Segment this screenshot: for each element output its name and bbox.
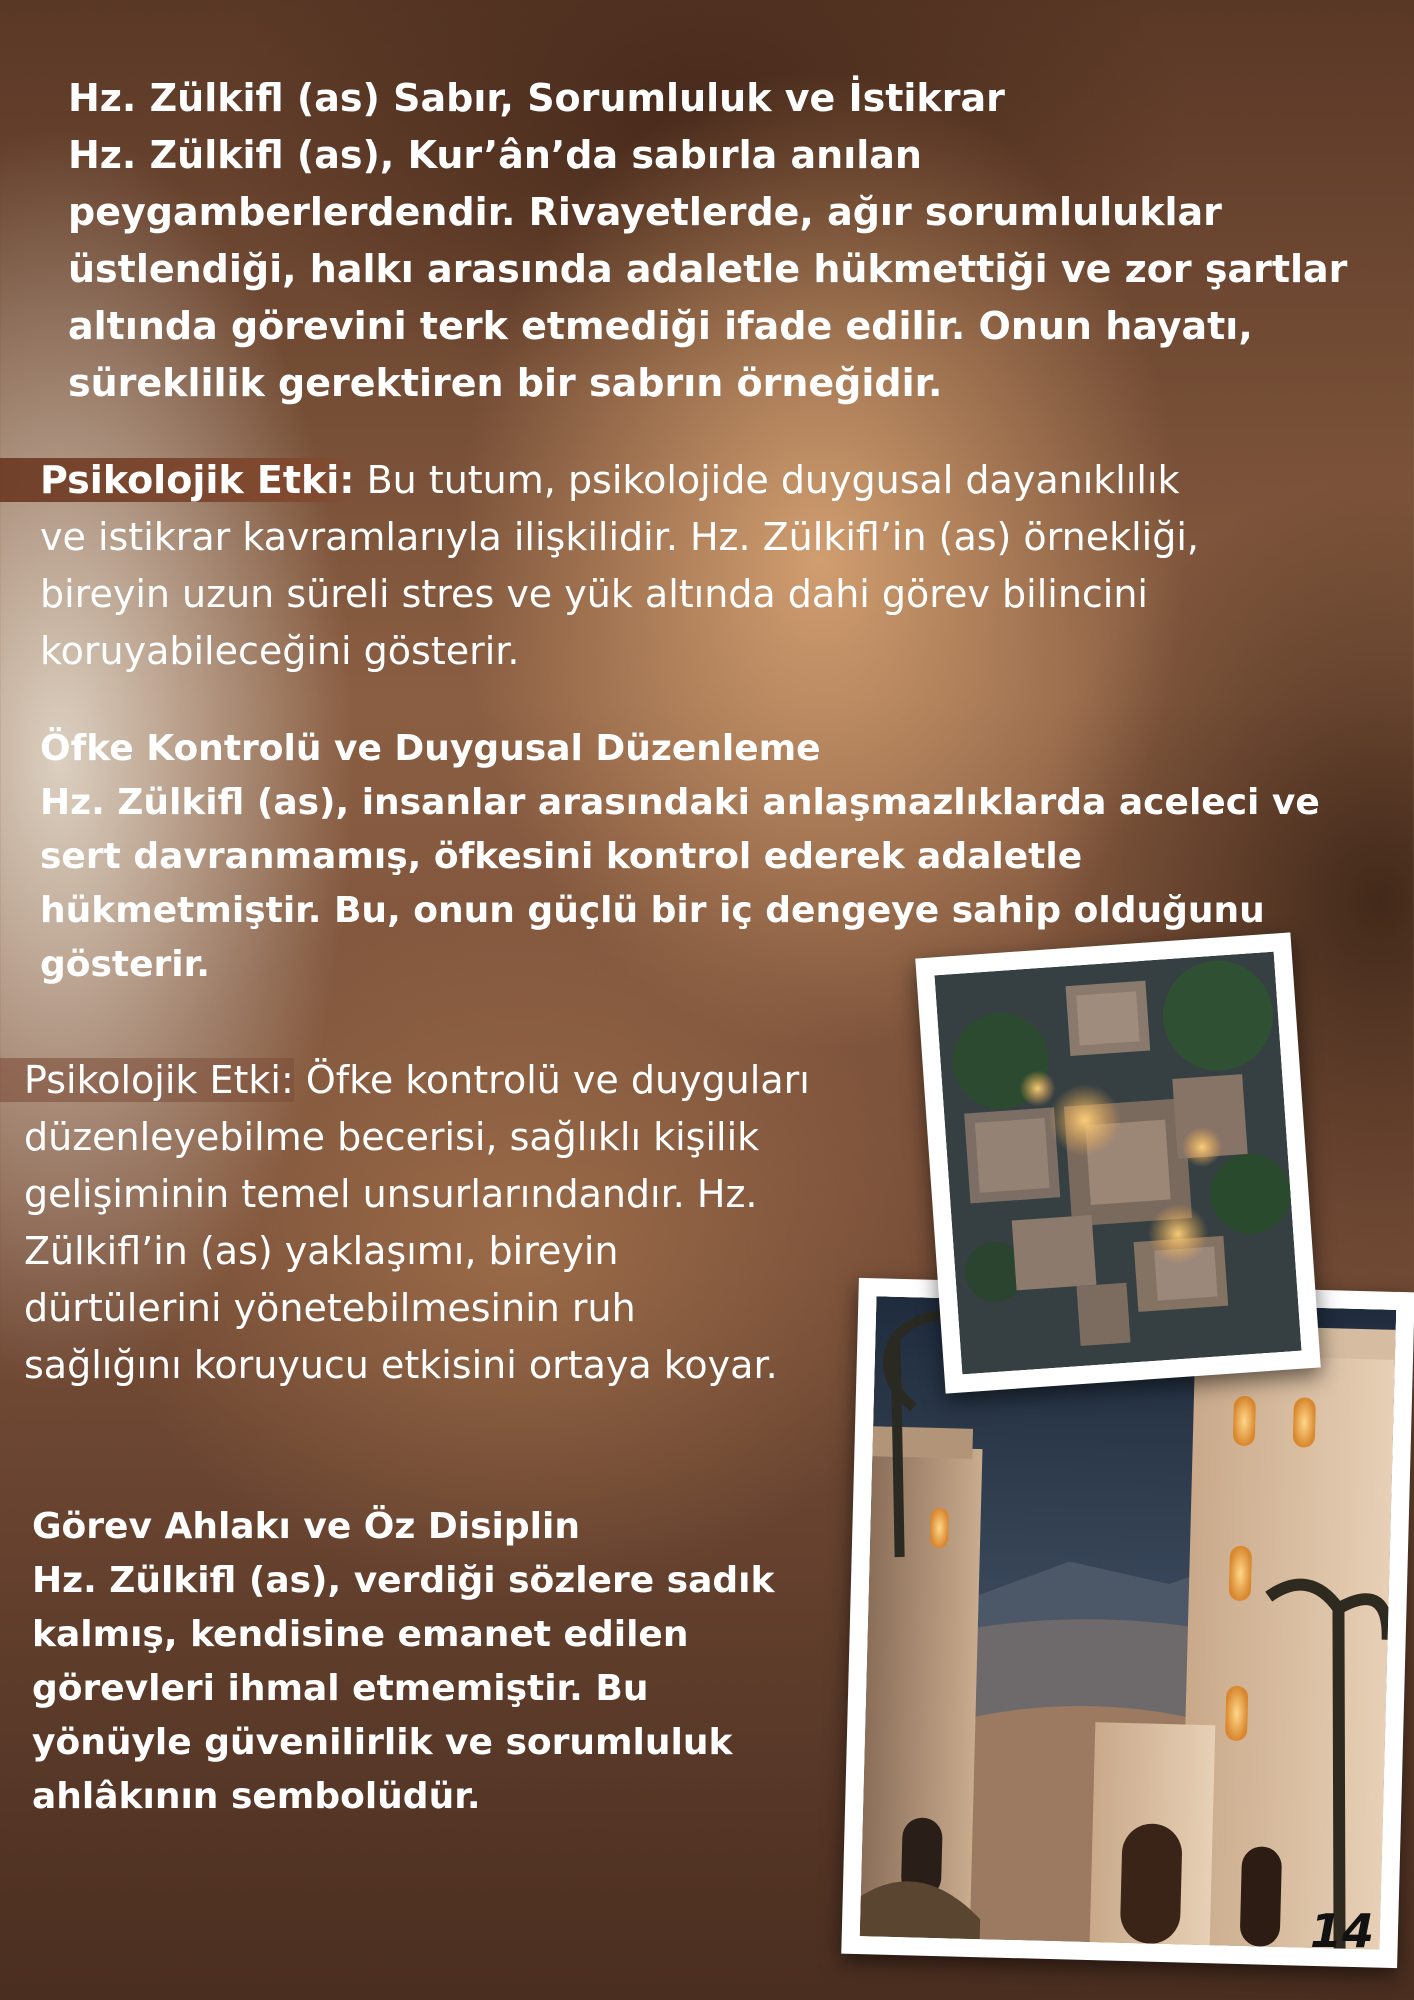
psikolojik-etki-label: Psikolojik Etki: xyxy=(0,458,354,502)
text-line: peygamberlerdendir. Rivayetlerde, ağır sorumluluklar xyxy=(68,190,1222,234)
photo-desert-towers xyxy=(841,1278,1414,1968)
text-line: kalmış, kendisine emanet edilen xyxy=(32,1614,689,1655)
section-gorev-title: Görev Ahlakı ve Öz Disiplin xyxy=(32,1506,580,1547)
page-number: 14 xyxy=(1309,1904,1374,1958)
text-line: koruyabileceğini gösterir. xyxy=(40,629,520,673)
text-line: dürtülerini yönetebilmesinin ruh xyxy=(24,1286,636,1330)
text-line: altında görevini terk etmediği ifade edilir. Onun hayatı, xyxy=(68,304,1253,348)
text-line: üstlendiği, halkı arasında adaletle hükmettiği ve zor şartlar xyxy=(68,247,1348,291)
text-line: hükmetmiştir. Bu, onun güçlü bir iç dengeye sahip olduğunu xyxy=(40,890,1265,931)
text-line: ve istikrar kavramlarıyla ilişkilidir. Hz. Zülkifl’in (as) örnekliği, xyxy=(40,515,1199,559)
text-fragment: Öfke kontrolü ve duyguları xyxy=(293,1058,810,1102)
text-line: Hz. Zülkifl (as), insanlar arasındaki anlaşmazlıklarda aceleci ve xyxy=(40,782,1320,823)
photo-aerial-village xyxy=(915,932,1320,1393)
text-line: gelişiminin temel unsurlarındandır. Hz. xyxy=(24,1172,758,1216)
text-line: Hz. Zülkifl (as), verdiği sözlere sadık xyxy=(32,1560,775,1601)
text-line: düzenleyebilme becerisi, sağlıklı kişilik xyxy=(24,1115,760,1159)
text-line: Hz. Zülkifl (as), Kur’ân’da sabırla anılan xyxy=(68,133,922,177)
text-line: yönüyle güvenilirlik ve sorumluluk xyxy=(32,1722,733,1763)
psikolojik-etki-label: Psikolojik Etki: xyxy=(0,1058,294,1102)
text-line xyxy=(24,1052,864,1109)
desert-towers-image xyxy=(860,1296,1397,1949)
text-line xyxy=(40,452,1340,509)
text-line: Zülkifl’in (as) yaklaşımı, bireyin xyxy=(24,1229,619,1273)
section-psikolojik-etki-2 xyxy=(24,1052,864,1394)
text-fragment: Bu tutum, psikolojide duygusal dayanıklılık xyxy=(354,458,1180,502)
text-line: süreklilik gerektiren bir sabrın örneğidir. xyxy=(68,361,943,405)
section-sabir-title: Hz. Zülkifl (as) Sabır, Sorumluluk ve İstikrar xyxy=(68,76,1005,120)
text-line: ahlâkının sembolüdür. xyxy=(32,1776,481,1817)
text-line: bireyin uzun süreli stres ve yük altında dahi görev bilincini xyxy=(40,572,1148,616)
text-line: sağlığını koruyucu etkisini ortaya koyar. xyxy=(24,1343,778,1387)
section-gorev-ahlaki xyxy=(32,1500,832,1824)
text-line: gösterir. xyxy=(40,944,210,985)
section-sabir xyxy=(68,70,1368,412)
section-ofke-title: Öfke Kontrolü ve Duygusal Düzenleme xyxy=(40,728,821,769)
text-line: görevleri ihmal etmemiştir. Bu xyxy=(32,1668,649,1709)
section-psikolojik-etki-1 xyxy=(40,452,1340,680)
text-line: sert davranmamış, öfkesini kontrol ederek adaletle xyxy=(40,836,1083,877)
aerial-village-image xyxy=(934,952,1301,1375)
